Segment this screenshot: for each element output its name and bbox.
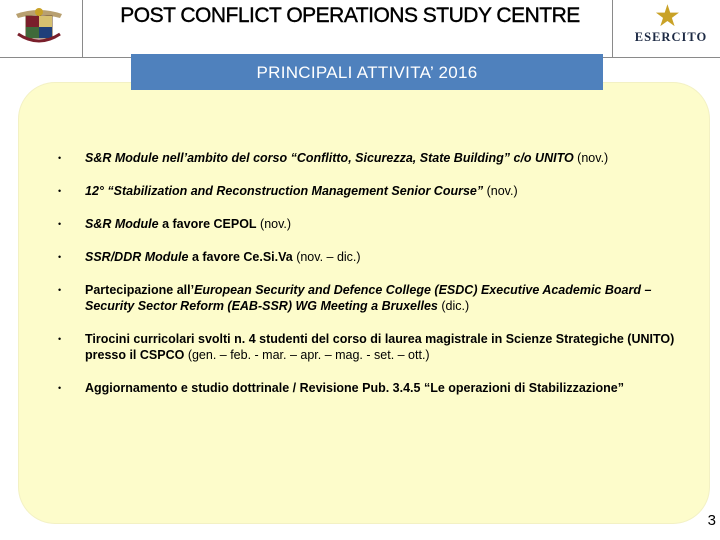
activity-text: Aggiornamento e studio dottrinale / Revisione Pub. 3.4.5 “Le operazioni di Stabilizzazione” [85, 381, 624, 395]
bullet-icon: • [58, 153, 62, 163]
activity-text: S&R Module [85, 217, 159, 231]
crest-logo [12, 4, 66, 48]
activity-text: a favore Ce.Si.Va [188, 250, 293, 264]
bullet-icon: • [58, 334, 62, 344]
bullet-icon: • [58, 383, 62, 393]
activity-text: SSR/DDR Module [85, 250, 189, 264]
activity-text: 12° “Stabilization and Reconstruction Management Senior Course” [85, 184, 484, 198]
activity-item [44, 150, 684, 166]
activity-text: Partecipazione all’ [85, 283, 195, 297]
bullet-icon: • [58, 186, 62, 196]
activity-list [44, 150, 684, 413]
page-number: 3 [707, 512, 716, 529]
activity-text: (gen. – feb. - mar. – apr. – mag. - set. – ott.) [184, 348, 430, 362]
activity-item [44, 380, 684, 396]
header-divider-left [82, 0, 83, 58]
activity-text: (nov.) [573, 151, 609, 165]
section-banner: PRINCIPALI ATTIVITA’ 2016 [131, 54, 603, 90]
activity-text: (nov.) [256, 217, 292, 231]
esercito-logo-text: ESERCITO [634, 30, 708, 44]
activity-text: (dic.) [437, 299, 470, 313]
activity-item [44, 249, 684, 265]
activity-item [44, 183, 684, 199]
activity-item [44, 282, 684, 314]
activity-item [44, 331, 684, 363]
esercito-logo [622, 2, 718, 54]
activity-text: European Security and Defence College (ESDC) Executive Academic Board – Security Sector Reform (EAB-SSR) WG Meeting a Bruxelles [85, 283, 652, 313]
activity-text: a favore CEPOL [158, 217, 257, 231]
activity-text: S&R Module nell’ambito del corso “Conflitto, Sicurezza, State Building” c/o UNITO [85, 151, 574, 165]
bullet-icon: • [58, 252, 62, 262]
activity-text: (nov.) [483, 184, 518, 198]
header-divider-right [612, 0, 613, 58]
page-title: POST CONFLICT OPERATIONS STUDY CENTRE [120, 4, 580, 27]
activity-item [44, 216, 684, 232]
activity-text: (nov. – dic.) [292, 250, 361, 264]
activity-text: Tirocini curricolari svolti n. 4 studenti del corso di laurea magistrale in Scienze Strategiche (UNITO) presso il CSPCO [85, 332, 675, 362]
star-icon: ★ [654, 0, 681, 33]
bullet-icon: • [58, 219, 62, 229]
bullet-icon: • [58, 285, 62, 295]
